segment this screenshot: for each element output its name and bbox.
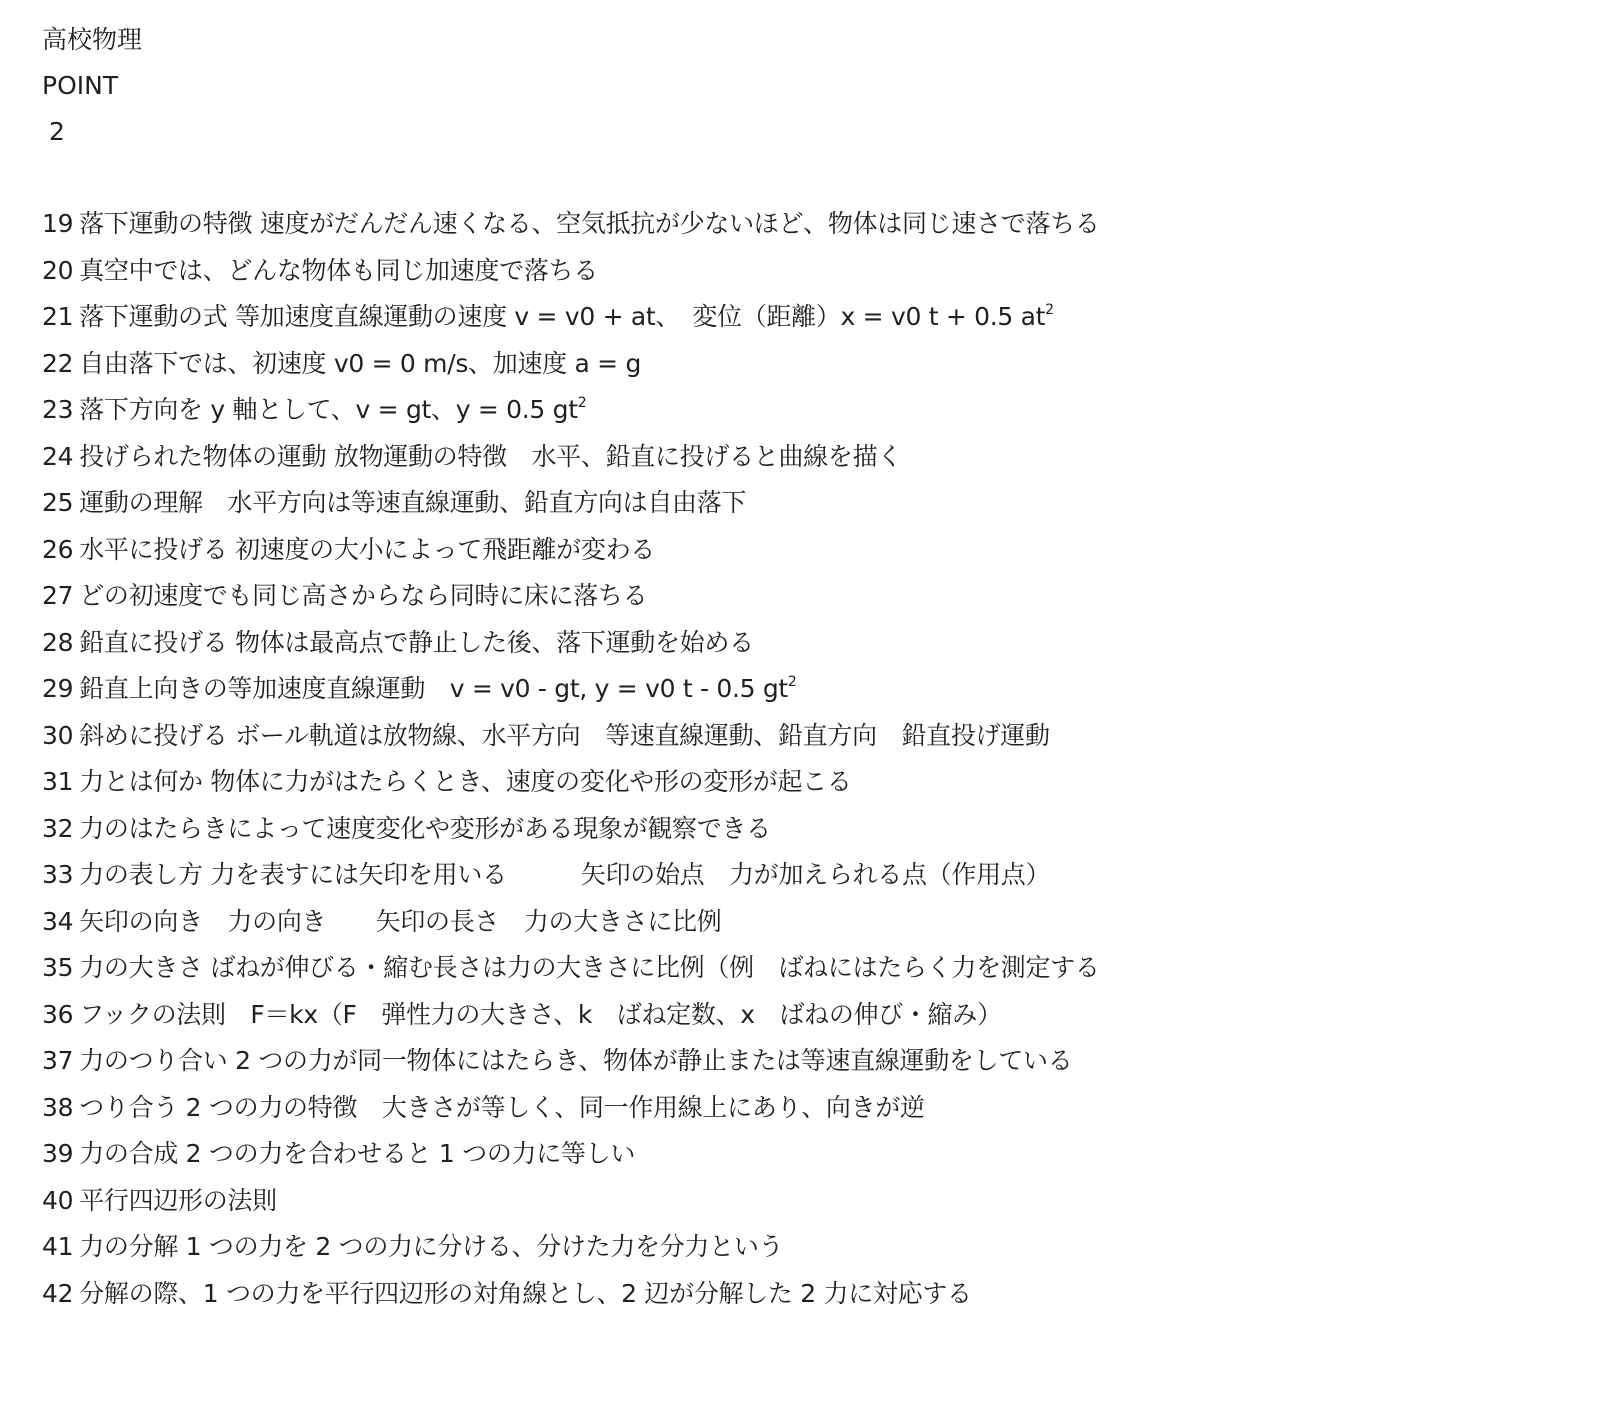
point-item [42, 806, 1582, 853]
point-label: POINT [42, 71, 119, 100]
point-list [42, 201, 1582, 1317]
point-text: 投げられた物体の運動 放物運動の特徴 水平、鉛直に投げると曲線を描く [79, 441, 902, 471]
point-number: 40 [42, 1185, 74, 1215]
point-text: フックの法則 F＝kx（F 弾性力の大きさ、k ばね定数、x ばねの伸び・縮み） [79, 999, 1002, 1029]
document-page [42, 17, 1582, 1317]
point-item [42, 1131, 1582, 1178]
point-item [42, 1224, 1582, 1271]
point-text: 真空中では、どんな物体も同じ加速度で落ちる [79, 255, 598, 285]
point-item [42, 945, 1582, 992]
point-text: 分解の際、1 つの力を平行四辺形の対角線とし、2 辺が分解した 2 力に対応する [79, 1278, 972, 1308]
point-number: 41 [42, 1232, 74, 1261]
point-item [42, 666, 1582, 713]
point-text: 力の分解 1 つの力を 2 つの力に分ける、分けた力を分力という [79, 1232, 784, 1261]
point-item [42, 852, 1582, 899]
point-item [42, 1271, 1582, 1318]
point-number: 29 [42, 674, 74, 703]
page-number: 2 [49, 117, 65, 146]
point-text: 平行四辺形の法則 [79, 1185, 277, 1215]
point-text: 力の合成 2 つの力を合わせると 1 つの力に等しい [79, 1139, 636, 1168]
point-text: 斜めに投げる ボール軌道は放物線、水平方向 等速直線運動、鉛直方向 鉛直投げ運動 [79, 720, 1050, 750]
point-item [42, 434, 1582, 481]
point-text: 力とは何か 物体に力がはたらくとき、速度の変化や形の変形が起こる [79, 767, 852, 796]
point-number: 23 [42, 395, 74, 424]
point-item [42, 1038, 1582, 1085]
point-number: 25 [42, 488, 74, 517]
exponent: 2 [787, 674, 797, 690]
point-text: 力の表し方 力を表すには矢印を用いる 矢印の始点 力が加えられる点（作用点） [79, 860, 1051, 889]
point-text: 落下運動の特徴 速度がだんだん速くなる、空気抵抗が少ないほど、物体は同じ速さで落ちる [79, 209, 1100, 238]
point-text: どの初速度でも同じ高さからなら同時に床に落ちる [79, 581, 648, 610]
point-item [42, 759, 1582, 806]
point-number: 32 [42, 813, 74, 843]
point-item [42, 201, 1582, 248]
point-number: 33 [42, 860, 74, 889]
point-item [42, 713, 1582, 760]
point-text: 鉛直上向きの等加速度直線運動 v = v0 - gt, y = v0 t - 0.5 gt [79, 674, 788, 703]
point-number: 37 [42, 1046, 74, 1075]
point-number: 20 [42, 255, 74, 285]
point-item [42, 480, 1582, 527]
point-item [42, 294, 1582, 341]
point-number: 35 [42, 953, 74, 982]
point-item [42, 1085, 1582, 1132]
spacer [42, 155, 1582, 201]
point-number: 38 [42, 1092, 74, 1122]
point-number: 39 [42, 1139, 74, 1168]
point-text: 力のつり合い 2 つの力が同一物体にはたらき、物体が静止または等速直線運動をしている [79, 1046, 1073, 1075]
point-item [42, 992, 1582, 1039]
point-item [42, 1178, 1582, 1225]
point-text: 自由落下では、初速度 v0 = 0 m/s、加速度 a = g [79, 348, 642, 378]
point-item [42, 620, 1582, 667]
subject-title: 高校物理 [42, 25, 143, 54]
point-item [42, 341, 1582, 388]
point-number: 31 [42, 767, 74, 796]
point-number: 22 [42, 348, 74, 378]
point-item [42, 527, 1582, 574]
point-text: 矢印の向き 力の向き 矢印の長さ 力の大きさに比例 [79, 906, 722, 936]
exponent: 2 [577, 395, 587, 411]
point-number: 19 [42, 209, 74, 238]
point-number: 28 [42, 627, 74, 657]
point-item [42, 248, 1582, 295]
point-item [42, 573, 1582, 620]
point-item [42, 387, 1582, 434]
point-number: 42 [42, 1278, 74, 1308]
point-text: 鉛直に投げる 物体は最高点で静止した後、落下運動を始める [79, 627, 754, 657]
point-number: 34 [42, 906, 74, 936]
point-text: 水平に投げる 初速度の大小によって飛距離が変わる [79, 534, 655, 564]
point-text: 力の大きさ ばねが伸びる・縮む長さは力の大きさに比例（例 ばねにはたらく力を測定する [79, 953, 1100, 982]
point-text: 落下方向を y 軸として、v = gt、y = 0.5 gt [79, 395, 578, 424]
point-text: 落下運動の式 等加速度直線運動の速度 v = v0 + at、 変位（距離）x = v0 t + 0.5 at [79, 302, 1046, 331]
point-number: 27 [42, 581, 74, 610]
point-text: つり合う 2 つの力の特徴 大きさが等しく、同一作用線上にあり、向きが逆 [79, 1092, 925, 1122]
point-number: 30 [42, 720, 74, 750]
point-text: 運動の理解 水平方向は等速直線運動、鉛直方向は自由落下 [79, 488, 747, 517]
point-number: 26 [42, 534, 74, 564]
point-text: 力のはたらきによって速度変化や変形がある現象が観察できる [79, 813, 771, 843]
point-number: 36 [42, 999, 74, 1029]
point-number: 21 [42, 302, 74, 331]
point-item [42, 899, 1582, 946]
exponent: 2 [1045, 302, 1054, 318]
point-number: 24 [42, 441, 74, 471]
